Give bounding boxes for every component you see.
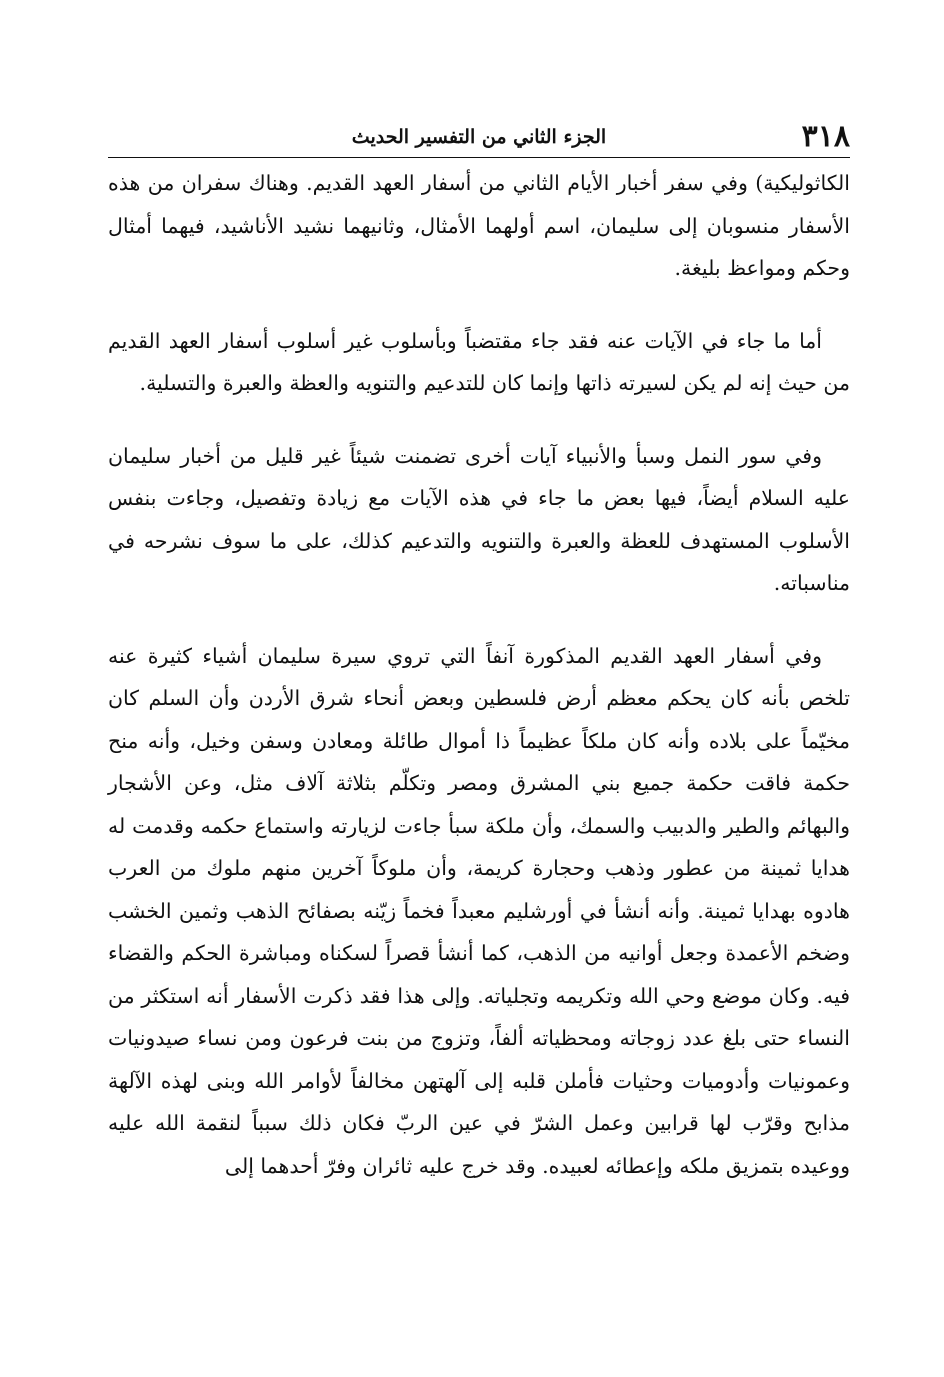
running-title: الجزء الثاني من التفسير الحديث: [351, 126, 607, 148]
body-text: [108, 160, 850, 1187]
paragraph-1: الكاثوليكية) وفي سفر أخبار الأيام الثاني من أسفار العهد القديم. وهناك سفران من هذه الأسفار منسوبان إلى سليمان، اسم أولهما الأمثال، وثانيهما نشيد الأناشيد، فيهما أمثال وحكم ومواعظ بليغة.: [108, 171, 850, 280]
page-number: ٣١٨: [801, 119, 850, 154]
paragraph-2: أما ما جاء في الآيات عنه فقد جاء مقتضباً وبأسلوب غير أسلوب أسفار العهد القديم من حيث إنه لم يكن لسيرته ذاتها وإنما كان للتدعيم والتنويه والعظة والعبرة والتسلية.: [108, 328, 850, 395]
paragraph-4: وفي أسفار العهد القديم المذكورة آنفاً التي تروي سيرة سليمان أشياء كثيرة عنه تلخص بأنه كان يحكم معظم أرض فلسطين وبعض أنحاء شرق الأردن وأن السلم كان مخيّماً على بلاده وأنه كان ملكاً عظيماً ذا أموال طائلة ومعادن وسفن وخيل، وأنه منح حكمة فاقت حكمة جميع بني المشرق ومصر وتكلّم بثلاثة آلاف مثل، وعن الأشجار والبهائم والطير والدبيب والسمك، وأن ملكة سبأ جاءت لزيارته واستماع حكمه وقدمت له هدايا ثمينة من عطور وذهب وحجارة كريمة، وأن ملوكاً آخرين منهم ملوك من العرب هادوه بهدايا ثمينة. وأنه أنشأ في أورشليم معبداً فخماً زيّنه بصفائح الذهب وثمين الخشب وضخم الأعمدة وجعل أوانيه من الذهب، كما أنشأ قصراً لسكناه ومباشرة الحكم والقضاء فيه. وكان موضع وحي الله وتكريمه وتجلياته. وإلى هذا فقد ذكرت الأسفار أنه استكثر من النساء حتى بلغ عدد زوجاته ومحظياته ألفاً، وتزوج من بنت فرعون ومن نساء صيدونيات وعمونيات وأدوميات وحثيات فأملن قلبه إلى آلهتهن مخالفاً لأوامر الله وبنى لهذه الآلهة مذابح وقرّب لها قرابين وعمل الشرّ في عين الربّ فكان ذلك سبباً لنقمة الله عليه ووعيده بتمزيق ملكه وإعطائه لعبيده. وقد خرج عليه ثائران وفرّ أحدهما إلى: [108, 643, 850, 1178]
header-divider: [108, 157, 850, 158]
page-header: [108, 112, 850, 158]
paragraph-3: وفي سور النمل وسبأ والأنبياء آيات أخرى تضمنت شيئاً غير قليل من أخبار سليمان عليه السلام أيضاً، فيها بعض ما جاء في هذه الآيات مع زيادة وتفصيل، وجاءت بنفس الأسلوب المستهدف للعظة والعبرة والتنويه والتدعيم كذلك، على ما سوف نشرحه في مناسباته.: [108, 443, 850, 595]
